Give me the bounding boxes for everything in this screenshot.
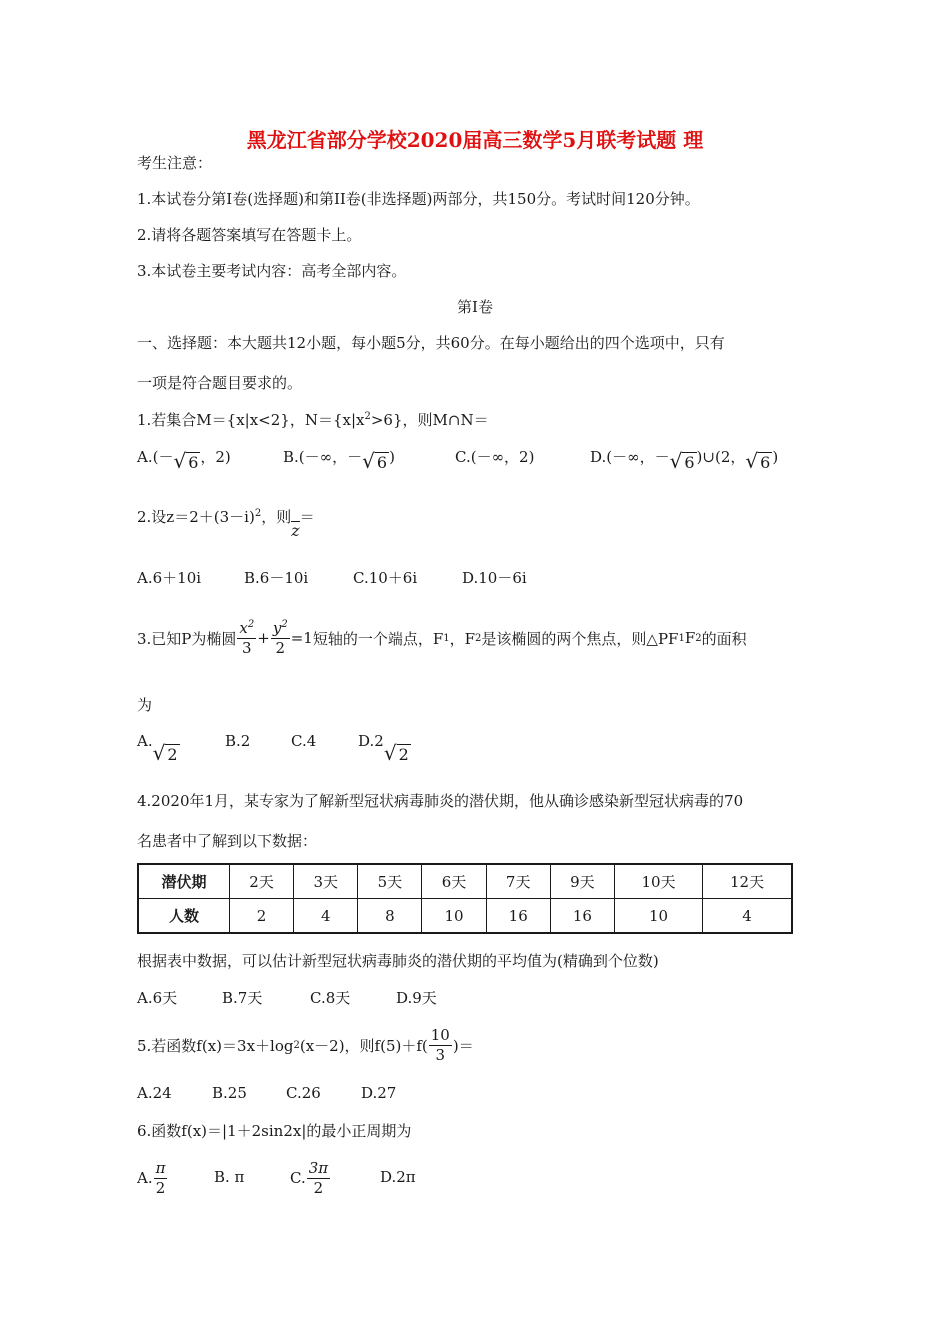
notice-heading: 考生注意： <box>137 154 213 172</box>
q3-option-d <box>358 732 411 765</box>
q1-a-suffix: ，2) <box>200 448 231 466</box>
q2-option-c: C.10＋6i <box>353 569 418 587</box>
q4-option-b: B.7天 <box>222 989 263 1007</box>
q3-sub: 2 <box>475 632 482 644</box>
notice-item-1: 1.本试卷分第Ⅰ卷(选择题)和第II卷(非选择题)两部分，共150分。考试时间120分钟。 <box>137 190 700 208</box>
q2-option-b: B.6－10i <box>244 569 309 587</box>
q1-stem <box>137 409 489 430</box>
q5-option-c: C.26 <box>286 1084 321 1102</box>
q4-option-d: D.9天 <box>396 989 437 1007</box>
notice-item-2: 2.请将各题答案填写在答题卡上。 <box>137 226 362 244</box>
q2-stem-end: ＝ <box>299 508 315 526</box>
sqrt-6: √ 6 <box>669 449 695 473</box>
q6-c-prefix: C. <box>290 1169 306 1187</box>
q3-plus: + <box>257 629 270 647</box>
q5-option-a: A.24 <box>137 1084 172 1102</box>
q3-sub: 1 <box>678 632 685 644</box>
table-cell: 4 <box>703 899 792 934</box>
q3-fraction-x: $\frac{x^2}{3}$ <box>239 618 255 657</box>
q1-option-b <box>283 446 395 473</box>
sqrt-6: √ 6 <box>745 449 771 473</box>
q6-a-prefix: A. <box>137 1169 153 1187</box>
q2-stem-text: 2.设z＝2＋(3－i) <box>137 508 255 526</box>
table-cell: 10 <box>614 899 702 934</box>
table-row <box>138 899 792 934</box>
q5-fraction: $\frac{10}{3}$ <box>430 1025 450 1064</box>
q3-option-c: C.4 <box>291 732 317 750</box>
sqrt-2: √ 2 <box>383 741 409 765</box>
table-cell: 10 <box>422 899 486 934</box>
table-cell: 12天 <box>703 864 792 899</box>
q3-stem-pre: 3.已知P为椭圆 <box>137 629 237 648</box>
table-cell: 7天 <box>486 864 550 899</box>
q3-equals: =1 <box>290 629 313 647</box>
q3-stem-line2: 为 <box>137 696 153 714</box>
q2-stem-mid: ，则 <box>261 508 292 526</box>
q4-stem-line1: 4.2020年1月，某专家为了解新型冠状病毒肺炎的潜伏期，他从确诊感染新型冠状病毒的70 <box>137 792 744 810</box>
section-intro-line2: 一项是符合题目要求的。 <box>137 374 303 392</box>
q1-option-d <box>590 446 778 473</box>
q2-option-a: A.6＋10i <box>137 569 202 587</box>
q3-stem-post3: 是该椭圆的两个焦点，则△PF <box>481 629 679 648</box>
sqrt-6: √ 6 <box>362 449 388 473</box>
q6-option-c <box>290 1153 331 1203</box>
section-intro-line1: 一、选择题：本大题共12小题，每小题5分，共60分。在每小题给出的四个选项中，只有 <box>137 334 725 352</box>
q6-c-fraction: $\frac{3\pi}{2}$ <box>308 1158 329 1197</box>
q3-a-prefix: A. <box>137 732 153 750</box>
q3-option-a <box>137 732 180 765</box>
table-cell: 3天 <box>294 864 358 899</box>
q5-option-d: D.27 <box>361 1084 397 1102</box>
q1-stem-sup: 2 <box>364 411 371 422</box>
z-conjugate: z <box>291 521 300 540</box>
incubation-table <box>137 863 793 934</box>
table-cell: 16 <box>550 899 614 934</box>
q1-a-prefix: A.(－ <box>137 448 174 466</box>
table-row <box>138 864 792 899</box>
volume-heading: 第Ⅰ卷 <box>457 298 493 316</box>
q6-stem: 6.函数f(x)＝|1＋2sin2x|的最小正周期为 <box>137 1122 412 1140</box>
table-cell: 8 <box>358 899 422 934</box>
table-cell: 2天 <box>230 864 294 899</box>
q5-stem-mid: (x－2)，则f(5)＋f( <box>299 1036 428 1055</box>
q4-stem-after: 根据表中数据，可以估计新型冠状病毒肺炎的潜伏期的平均值为(精确到个位数) <box>137 952 659 970</box>
row-header-period: 潜伏期 <box>138 864 230 899</box>
q4-stem-line2: 名患者中了解到以下数据： <box>137 832 318 850</box>
table-cell: 6天 <box>422 864 486 899</box>
table-cell: 16 <box>486 899 550 934</box>
q5-option-b: B.25 <box>212 1084 247 1102</box>
q5-stem-end: )＝ <box>452 1036 474 1055</box>
page-title: 黑龙江省部分学校2020届高三数学5月联考试题 理 <box>246 128 704 152</box>
table-cell: 5天 <box>358 864 422 899</box>
q3-fraction-y: $\frac{y^2}{2}$ <box>272 618 288 657</box>
q3-stem-post2: ，F <box>449 629 476 648</box>
q1-option-a <box>137 446 231 473</box>
q5-stem <box>137 1020 474 1070</box>
table-cell: 10天 <box>614 864 702 899</box>
sqrt-2: √ 2 <box>152 741 178 765</box>
q3-stem <box>137 612 747 664</box>
notice-item-3: 3.本试卷主要考试内容：高考全部内容。 <box>137 262 407 280</box>
q6-a-fraction: $\frac{\pi}{2}$ <box>155 1158 166 1197</box>
table-cell: 9天 <box>550 864 614 899</box>
table-cell: 2 <box>230 899 294 934</box>
q4-option-c: C.8天 <box>310 989 351 1007</box>
q6-option-a <box>137 1153 168 1203</box>
q3-stem-post5: 的面积 <box>701 629 747 648</box>
q6-option-d: D.2π <box>380 1168 416 1186</box>
q5-log-sub: 2 <box>293 1039 300 1051</box>
q1-b-suffix: ) <box>389 448 395 466</box>
q1-stem-end: >6}，则M∩N＝ <box>370 411 489 429</box>
q2-stem <box>137 506 315 540</box>
q3-option-b: B.2 <box>225 732 251 750</box>
q3-sub: 2 <box>695 632 702 644</box>
q3-d-prefix: D.2 <box>358 732 384 750</box>
q1-b-prefix: B.(－∞，－ <box>283 448 363 466</box>
q1-d-prefix: D.(－∞，－ <box>590 448 670 466</box>
q4-option-a: A.6天 <box>137 989 178 1007</box>
q5-stem-pre: 5.若函数f(x)＝3x＋log <box>137 1036 294 1055</box>
row-header-count: 人数 <box>138 899 230 934</box>
q3-stem-post: 短轴的一个端点，F <box>312 629 444 648</box>
sqrt-6: √ 6 <box>173 449 199 473</box>
q1-d-suffix: ) <box>772 448 779 466</box>
q3-stem-post4: F <box>684 629 696 647</box>
q2-stem-sup: 2 <box>254 508 262 519</box>
q2-option-d: D.10－6i <box>462 569 527 587</box>
q1-d-mid: )∪(2， <box>696 448 746 466</box>
table-cell: 4 <box>294 899 358 934</box>
q1-stem-text: 1.若集合M＝{x|x<2}，N＝{x|x <box>137 411 365 429</box>
q6-option-b: B. π <box>214 1168 245 1186</box>
q1-option-c: C.(－∞，2) <box>455 448 535 466</box>
q3-sub: 1 <box>443 632 450 644</box>
